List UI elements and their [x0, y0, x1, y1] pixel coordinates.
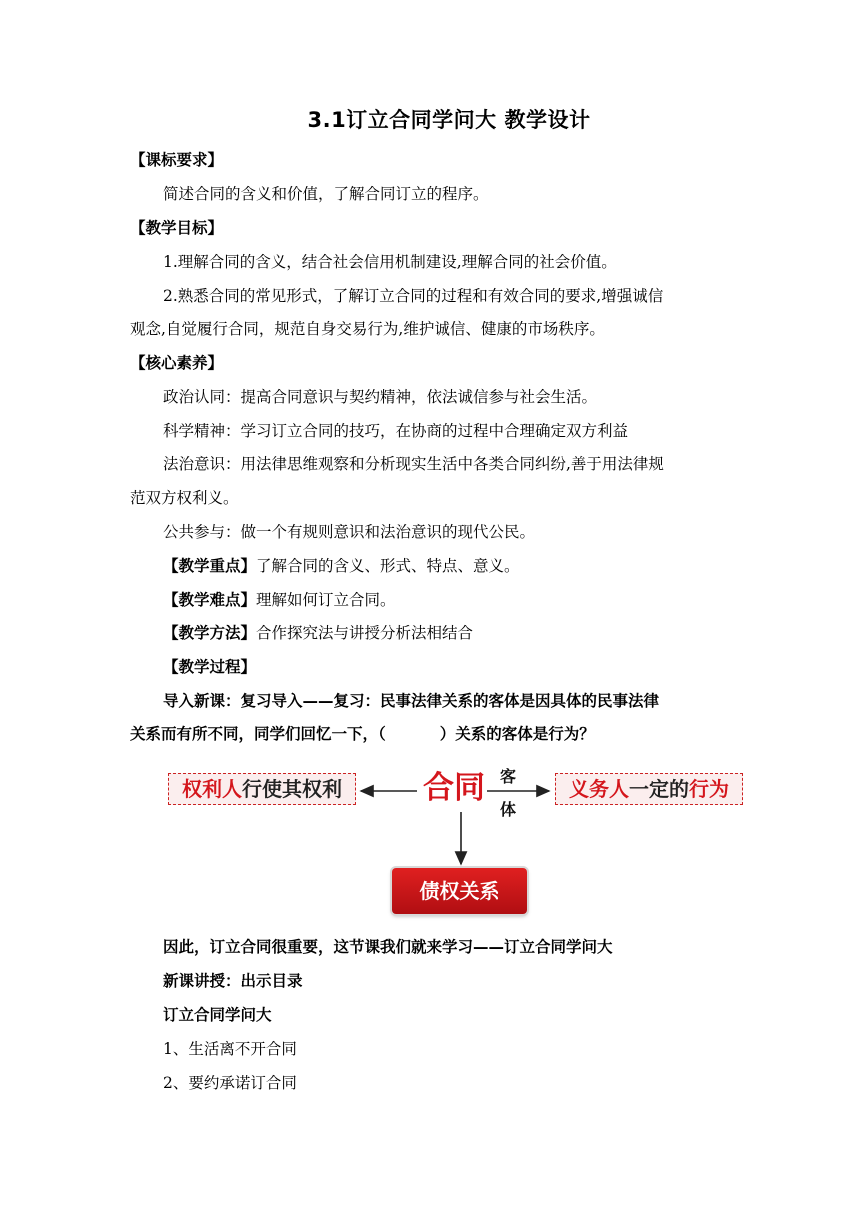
contract-center: 合同	[423, 770, 485, 806]
literacy-public: 公共参与：做一个有规则意识和法治意识的现代公民。	[163, 523, 536, 541]
objective-1: 1.理解合同的含义，结合社会信用机制建设,理解合同的社会价值。	[163, 253, 617, 271]
difficulty-text: 理解如何订立合同。	[256, 591, 396, 609]
intro-line-1: 导入新课：复习导入——复习：民事法律关系的客体是因具体的民事法律	[163, 692, 660, 710]
obligor-middle: 一定的	[629, 777, 689, 801]
creditor-relation-box: 债权关系	[392, 868, 527, 914]
intro-line-2-end: ）关系的客体是行为？	[439, 725, 595, 743]
intro-line-2	[130, 723, 730, 745]
toc-item-1: 1、生活离不开合同	[163, 1040, 297, 1058]
objectives-heading: 【教学目标】	[130, 219, 224, 237]
toc-item-2: 2、要约承诺订合同	[163, 1074, 297, 1092]
object-label-bottom: 体	[500, 800, 517, 819]
literacy-legal-line-2: 范双方权利义。	[130, 489, 239, 507]
obligor-label: 义务人	[569, 777, 629, 801]
literacy-legal-line-1: 法治意识：用法律思维观察和分析现实生活中各类合同纠纷,善于用法律规	[163, 455, 664, 473]
obligor-box	[555, 773, 743, 805]
objective-2-line-1: 2.熟悉合同的常见形式，了解订立合同的过程和有效合同的要求,增强诚信	[163, 287, 664, 305]
key-point-text: 了解合同的含义、形式、特点、意义。	[256, 557, 520, 575]
method-row	[163, 622, 763, 644]
key-point-label: 【教学重点】	[163, 557, 257, 575]
obligee-action: 行使其权利	[242, 777, 342, 801]
curriculum-text: 简述合同的含义和价值，了解合同订立的程序。	[163, 185, 489, 203]
difficulty-row	[163, 589, 763, 611]
intro-line-2-start: 关系而有所不同，同学们回忆一下，（	[130, 725, 386, 743]
object-label-top: 客	[500, 767, 517, 786]
new-lesson-text: 新课讲授：出示目录	[163, 972, 303, 990]
obligor-action: 行为	[689, 777, 729, 801]
key-point-row	[163, 555, 763, 577]
literacy-heading: 【核心素养】	[130, 354, 224, 372]
method-text: 合作探究法与讲授分析法相结合	[256, 624, 474, 642]
toc-title: 订立合同学问大	[163, 1006, 272, 1024]
curriculum-heading: 【课标要求】	[130, 151, 224, 169]
page-title: 3.1订立合同学问大 教学设计	[307, 108, 591, 132]
literacy-political: 政治认同：提高合同意识与契约精神，依法诚信参与社会生活。	[163, 388, 598, 406]
method-label: 【教学方法】	[163, 624, 257, 642]
obligee-label: 权利人	[182, 777, 242, 801]
difficulty-label: 【教学难点】	[163, 591, 257, 609]
process-heading: 【教学过程】	[163, 658, 257, 676]
conclusion-text: 因此，订立合同很重要，这节课我们就来学习——订立合同学问大	[163, 938, 613, 956]
contract-relation-diagram	[165, 758, 745, 918]
objective-2-line-2: 观念,自觉履行合同，规范自身交易行为,维护诚信、健康的市场秩序。	[130, 320, 605, 338]
literacy-scientific: 科学精神：学习订立合同的技巧，在协商的过程中合理确定双方利益	[163, 422, 629, 440]
